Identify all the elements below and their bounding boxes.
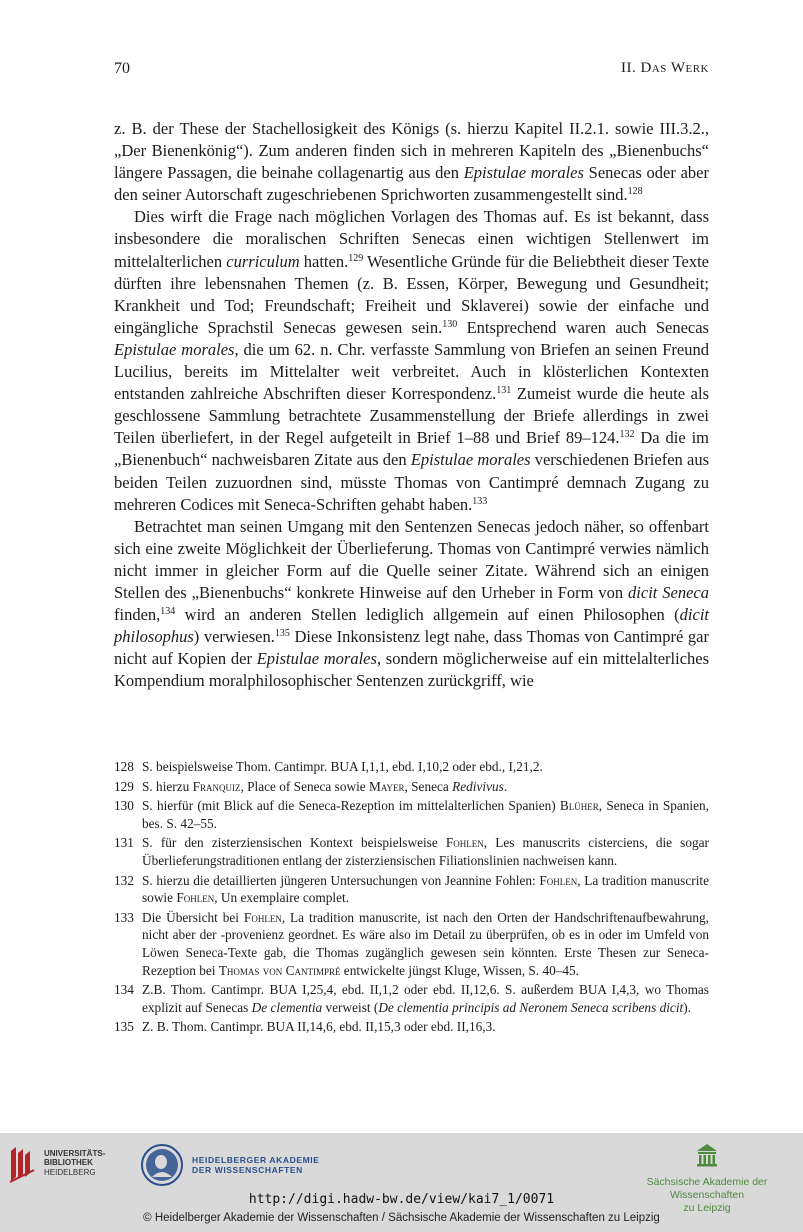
footnote-ref[interactable]: 134 [160, 606, 176, 618]
footnotes [114, 758, 709, 1038]
italic-run: dicit Seneca [628, 582, 710, 602]
author-name: Fohlen [176, 890, 215, 906]
footnote [114, 758, 709, 776]
saw-logo-text: Sächsische Akademie der Wissenschaften zu Leipzig [646, 1176, 768, 1214]
paragraph [114, 118, 709, 206]
saw-building-icon [696, 1143, 718, 1167]
italic-run: Epistulae morales [410, 450, 531, 470]
text-run: Entsprechend waren auch Senecas [457, 317, 709, 337]
text-run: Die Übersicht bei [142, 909, 244, 925]
footnote-ref[interactable]: 132 [619, 429, 635, 441]
text-run: , Place of Seneca sowie [240, 778, 369, 794]
text-run: verweist ( [322, 999, 379, 1015]
footnote-number: 130 [114, 798, 134, 814]
text-run: Senecas oder aber den seiner Autorschaft zugeschriebenen Sprichworten zusammengestellt sind. [114, 163, 709, 205]
permalink-url[interactable]: http://digi.hadw-bw.de/view/kai7_1/0071 [248, 1192, 555, 1207]
footnote-number: 134 [114, 982, 134, 998]
text-run: Z. B. Thom. Cantimpr. BUA II,14,6, ebd. II,15,3 oder ebd. II,16,3. [142, 1019, 496, 1035]
footnote-ref[interactable]: 130 [442, 318, 458, 330]
footnote-text [142, 1018, 709, 1036]
footnote-text [142, 872, 709, 907]
italic-run: Redivivus [452, 778, 504, 794]
author-name: Fohlen [445, 835, 484, 851]
author-name: Fohlen [539, 872, 578, 888]
text-run: S. beispielsweise Thom. Cantimpr. BUA I,1,1, ebd. I,10,2 oder ebd., I,21,2. [142, 759, 543, 774]
italic-run: Epistulae morales [463, 163, 584, 183]
text-run: Diese Inkonsistenz legt nahe, dass Thomas von Cantimpré gar nicht auf Kopien der [114, 627, 709, 669]
ub-logo-text: UNIVERSITÄTS- BIBLIOTHEK HEIDELBERG [44, 1148, 106, 1177]
footnote-ref[interactable]: 133 [472, 495, 488, 507]
hadw-logo-text: HEIDELBERGER AKADEMIE DER WISSENSCHAFTEN [192, 1154, 320, 1175]
italic-run: De clementia principis ad Neronem Seneca scribens dicit [378, 999, 684, 1015]
text-run: Dies wirft die Frage nach möglichen Vorlagen des Thomas auf. Es ist bekannt, dass insbesondere die moralischen Schriften Senecas einen wichtigen Stellenwert im mittelalterlichen [114, 207, 709, 271]
author-name: Fohlen [243, 909, 282, 925]
text-run: Betrachtet man seinen Umgang mit den Sentenzen Senecas jedoch näher, so offenbart sich eine zweite Möglichkeit der Überlieferung. Thomas von Cantimpré verwies nämlich nicht immer in gleicher Form auf die Quelle seiner Zitate. Während sich an einigen Stellen des „Bienenbuchs“ konkrete Hinweise auf den Urheber in Form von [114, 516, 709, 602]
main-text [114, 118, 709, 692]
text-run: wird an anderen Stellen lediglich allgemein auf einen Philosophen ( [175, 605, 680, 625]
text-run: S. hierfür (mit Blick auf die Seneca-Rezeption im mittelalterlichen Spanien) [142, 798, 560, 814]
text-run: Z.B. Thom. Cantimpr. BUA I,25,4, ebd. II,1,2 oder ebd. II,12,6. S. außerdem BUA I,4,3, wo Thomas explizit auf Senecas [142, 982, 709, 1015]
footnote-number: 132 [114, 872, 134, 888]
page-number: 70 [114, 60, 130, 77]
footnote [114, 797, 709, 832]
italic-run: Epistulae morales [256, 649, 377, 669]
text-run: S. für den zisterziensischen Kontext beispielsweise [142, 835, 446, 851]
footnote-ref[interactable]: 131 [496, 385, 512, 397]
running-head [621, 60, 709, 77]
footnote-text [142, 909, 709, 979]
text-run: entwickelte jüngst Kluge, Wissen, S. 40–45. [340, 962, 580, 978]
paragraph [114, 206, 709, 515]
text-run: , La tradition manuscrite, ist nach den Orten der Handschriftenaufbewahrung, nicht aber der -provenienz geordnet. Es wäre also im Detail zu überprüfen, ob es in oder im Umfeld von Löwen Seneca-Texte gab, die Thomas zugänglich gewesen sein könnten. Erste Thesen zur Seneca-Rezeption bei [142, 909, 709, 978]
text-run: Wesentliche Gründe für die Beliebtheit dieser Texte dürften ihre lebensnahen Themen (z. B. Essen, Körper, Bewegung und Gesundheit; Krankheit und Tod; Freundschaft; Freiheit und Sklaverei) sowie der einfache und eingängliche Sprachstil Senecas gewesen sein. [114, 251, 709, 337]
text-run: ). [683, 999, 691, 1015]
text-run: Da die im „Bienenbuch“ nachweisbaren Zitate aus den [114, 428, 709, 470]
text-run: , Seneca [404, 778, 453, 794]
author-name: Mayer [369, 778, 405, 794]
text-run: , La tradition manuscrite sowie [142, 872, 709, 906]
text-run: z. B. der These der Stachellosigkeit des Königs (s. hierzu Kapitel II.2.1. sowie III.3.2., „Der Bienenkönig“). Zum anderen finden sich in mehreren Kapiteln des „Bienenbuchs“ längere Passagen, die beinahe collagenartig aus den [114, 119, 709, 183]
italic-run: dicit philosophus [114, 605, 709, 647]
paragraph [114, 516, 709, 693]
footnote-text [142, 834, 709, 869]
footnote-ref[interactable]: 135 [274, 628, 290, 640]
hadw-seal-icon [140, 1143, 184, 1187]
running-head-text: II. Das Werk [620, 60, 709, 76]
footnote-text [142, 981, 709, 1016]
footnote-text [142, 778, 709, 796]
text-run: , die um 62. n. Chr. verfasste Sammlung von Briefen an seinen Freund Lucilius, bereits im Mittelalter weit verbreitet. Auch in klösterlichen Kontexten entstanden zahlreiche Abschriften dieser Korrespondenz. [114, 339, 709, 404]
footnote-number: 135 [114, 1019, 134, 1035]
ub-heidelberg-logo[interactable] [8, 1143, 105, 1183]
footnote-number: 128 [114, 759, 134, 774]
text-run: , Un exemplaire complet. [214, 890, 350, 906]
text-run: , Seneca in Spanien, bes. S. 42–55. [142, 798, 710, 831]
footnote-text [142, 797, 709, 832]
footnote-number: 133 [114, 909, 134, 925]
footnote-number: 131 [114, 835, 134, 851]
text-run: S. hierzu die detaillierten jüngeren Untersuchungen von Jeannine Fohlen: [142, 872, 540, 888]
footnote [114, 872, 709, 907]
footnote-number: 129 [114, 778, 134, 794]
text-run: ) verwiesen. [193, 627, 275, 647]
author-name: Thomas von Cantimpré [218, 962, 341, 978]
text-run: hatten. [299, 251, 349, 271]
italic-run: De clementia [251, 999, 323, 1015]
text-run: verschiedenen Briefen aus beiden Teilen zuzuordnen sind, müsste Thomas von Cantimpré demnach Zugang zu mehreren Codices mit Seneca-Schriften gehabt haben. [114, 450, 709, 514]
footnote-ref[interactable]: 129 [348, 252, 364, 264]
copyright-notice: © Heidelberger Akademie der Wissenschaften / Sächsische Akademie der Wissenschaften zu Leipzig [143, 1212, 660, 1224]
italic-run: Epistulae morales [114, 339, 235, 359]
footnote [114, 834, 709, 869]
hadw-logo[interactable] [140, 1143, 320, 1187]
footnote [114, 909, 709, 979]
text-run: , sondern möglicherweise auf ein mittelalterliches Kompendium moralphilosophischer Sentenzen zurückgriff, wie [114, 649, 710, 691]
author-name: Blüher [559, 798, 599, 814]
text-run: , Les manuscrits cisterciens, die sogar Überlieferungstraditionen entlang der zisterziensischen Filiationslinien nachweisen kann. [142, 835, 709, 868]
footnote [114, 981, 709, 1016]
italic-run: curriculum [226, 251, 300, 271]
text-run: . [503, 778, 508, 794]
author-name: Franquiz [192, 778, 241, 794]
footnote [114, 778, 709, 796]
text-run: S. hierzu [142, 778, 193, 794]
ub-emblem-icon [8, 1143, 38, 1183]
footnote [114, 1018, 709, 1036]
text-run: finden, [114, 605, 161, 625]
footnote-ref[interactable]: 128 [627, 186, 643, 198]
text-run: Zumeist wurde die heute als geschlossene Sammlung betrachtete Zusammenstellung der Briefe allerdings in zwei Teilen überliefert, in der Regel aufgeteilt in Brief 1–88 und Brief 89–124. [114, 384, 710, 448]
footnote-text [142, 758, 709, 776]
